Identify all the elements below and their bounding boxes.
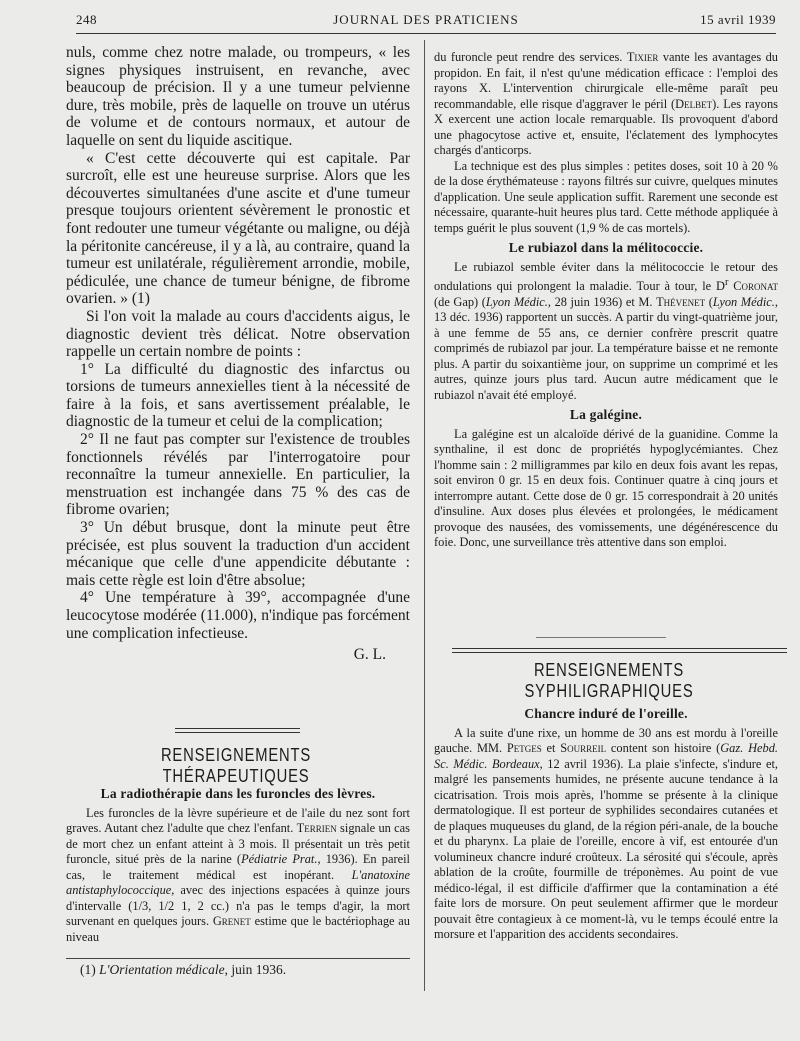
therapy-section	[66, 782, 410, 945]
list-item: 3° Un début brusque, dont la minute peut être précisée, est plus souvent la traduction d'un accident mécanique que celle d'une appendicite débutante : mais cette règle est loin d'être absolue;	[66, 519, 410, 589]
article-continuation	[66, 44, 410, 664]
text-run: du furoncle peut rendre des services.	[434, 50, 627, 64]
section-title-syphiligraphiques: RENSEIGNEMENTS SYPHILIGRAPHIQUES	[524, 660, 694, 701]
text-run: Les furoncles de la lèvre supérieure et de l'aile du nez sont fort graves. Autant chez l'adulte que chez l'enfant.	[66, 805, 410, 835]
paragraph	[66, 806, 410, 946]
right-column-therapy	[434, 50, 778, 551]
subheading: La galégine.	[569, 407, 643, 423]
citation: Lyon Médic.	[485, 294, 548, 309]
author-signature: G. L.	[353, 646, 386, 664]
paragraph	[434, 50, 778, 159]
author-name: Sourreil	[560, 741, 607, 755]
text-run: , 13 déc. 1936) rapportent un succès. A partir du vingt-quatrième jour, à une femme de 55 ans, ce dernier confrère prescrit quatre comprimés de rubiazol par jour. La température baisse et ne remonte plus. A partir du soixantième jour, on supprime un comprimé et les autres, quinze jours plus tard. Aucun autre médicament que le rubiazol n'avait été employé.	[434, 294, 778, 402]
section-title-therapeutiques: RENSEIGNEMENTS THÉRAPEUTIQUES	[160, 745, 312, 786]
text-run: , juin 1936.	[224, 962, 287, 977]
author-name: Grenet	[212, 914, 251, 928]
page-number: 248	[76, 12, 97, 27]
text-run: ). Les rayons X exercent une action locale remarquable. Ils provoquent d'abord une phagocytose active et, ensuite, l'éclatement des lymphocytes chargés d'anticorps.	[434, 96, 778, 157]
author-name: Delbet	[675, 96, 713, 111]
column-divider	[424, 40, 425, 991]
paragraph: « C'est cette découverte qui est capitale. Par surcroît, elle est une heureuse surprise. Alors que les découvertes simultanées d'une ascite et d'une tumeur presque toujours orientent sévèrement le pronostic et font redouter une tumeur végétante ou maligne, ou déjà la péritonite cancéreuse, il y a là, au contraire, quand la tumeur est unilatérale, régulièrement arrondie, mobile, pédiculée, une chance de tumeur bénigne, de fibrome ovarien. » (1)	[66, 149, 410, 308]
journal-title: JOURNAL DES PRATICIENS	[333, 12, 519, 27]
paragraph	[434, 726, 778, 943]
author-name: Terrien	[296, 821, 337, 835]
footnote-marker: (1)	[80, 962, 100, 977]
superscript: r	[724, 277, 729, 288]
citation: Lyon Médic.	[712, 294, 775, 309]
footnote-rule	[66, 958, 410, 959]
text-run: , 28 juin 1936) et M.	[547, 294, 657, 309]
paragraph: La galégine est un alcaloïde dérivé de la guanidine. Comme la synthaline, il est donc de propriétés hypoglycémiantes. Chez l'homme sain : 2 milligrammes par kilo en deux fois avant les repas, soit environ 0 gr. 15 en deux fois. Continuer quatre à cinq jours et interrompre autant. Cette dose de 0 gr. 15 correspondrait à 20 unités d'insuline. Aux doses plus élevées et prolongées, le médicament provoque des nausées, des vomissements, une dégénérescence du foie. Donc, une surveillance très attentive dans son emploi.	[434, 426, 778, 550]
text-run: Le rubiazol semble éviter dans la mélitococcie le retour des ondulations qui prolongent la maladie. Tour à tour, le D	[434, 259, 778, 294]
paragraph: Si l'on voit la malade au cours d'accidents aigus, le diagnostic devient très délicat. Notre observation rappelle un certain nombre de points :	[66, 307, 410, 361]
text-run: et	[541, 741, 561, 755]
short-rule	[536, 637, 666, 638]
text-run: content son histoire (	[606, 741, 721, 755]
list-item: 2° Il ne faut pas compter sur l'existence de troubles fonctionnels révélés par l'interrogatoire pour reconnaître la tumeur annexielle. En particulier, la menstruation est inchangée dans 75 % des cas de fibrome ovarien;	[66, 431, 410, 519]
text-run: , 1936). En pareil cas, le traitement médical est inopérant.	[66, 852, 410, 882]
author-name: Petges	[506, 741, 542, 755]
author-name: Coronat	[728, 279, 778, 294]
text-run: , 12 avril 1936). La plaie s'infecte, s'indure et, malgré les pansements humides, ne présente aucune tendance à la cicatrisation. Trois mois après, l'homme se présente à la clinique dermatologique. Il est porteur de syphilides secondaires cutanées et de plaques muqueuses du gland, de la région péri-anale, de la bouche et du pharynx. La plaie de l'oreille, encore à vif, est entourée d'un volumineux chancre induré croûteux. La sérosité qui s'écoule, après ablation de la croûte, fourmille de tréponèmes. Au point de vue médico-légal, il est difficile d'affirmer que la contamination a été faite lors de morsure. On peut seulement affirmer que le mordeur pouvait être contagieux à ce moment-là, vu le temps écoulé entre la morsure et l'apparition des accidents secondaires.	[434, 756, 778, 941]
text-run: signale un cas de mort chez un enfant atteint à 3 mois. Il présentait un très petit furoncle, situé près de la narine (	[66, 821, 410, 866]
footnote	[80, 962, 286, 978]
author-name: Tixier	[626, 50, 659, 64]
syphiligraphy-section	[434, 702, 778, 943]
section-divider	[452, 648, 787, 653]
header-rule	[76, 33, 776, 34]
italic-term: L'anatoxine antistaphylococcique	[66, 867, 410, 897]
text-run: (	[705, 294, 713, 309]
citation: Gaz. Hebd. Sc. Médic. Bordeaux	[434, 741, 779, 771]
text-run: A la suite d'une rixe, un homme de 30 ans est mordu à l'oreille gauche. MM.	[434, 725, 778, 755]
citation: L'Orientation médicale	[99, 962, 225, 977]
list-item: 4° Une température à 39°, accompagnée d'une leucocytose modérée (11.000), n'indique pas forcément une complication infectieuse.	[66, 589, 410, 642]
running-header	[76, 12, 776, 32]
paragraph: La technique est des plus simples : petites doses, soit 10 à 20 % de la dose érythémateuse : rayons filtrés sur cuivre, quelques minutes d'application. Une seule application suffit. Rarement une seconde est nécessaire, quarante-huit heures plus tard. Cette méthode appliquée à temps guérit le plus souvent (1,9 % de cas mortels).	[434, 158, 778, 235]
subheading: Chancre induré de l'oreille.	[524, 706, 688, 721]
list-item: 1° La difficulté du diagnostic des infarctus ou torsions de tumeurs annexielles tient à la nécessité de faire à la fois, et sans avertissement préalable, le diagnostic de la tumeur et celui de la complication;	[66, 360, 410, 431]
paragraph: nuls, comme chez notre malade, ou trompeurs, « les signes physiques instruisent, en revanche, avec beaucoup de précision. Il y a une tumeur pelvienne dure, très mobile, près de laquelle on trouve un utérus de volume et de contours normaux, et autour de laquelle on sent du liquide ascitique.	[66, 44, 410, 149]
text-run: estime que le bactériophage au niveau	[66, 914, 410, 944]
subheading: Le rubiazol dans la mélitococcie.	[508, 240, 704, 255]
author-name: Thévenet	[656, 294, 706, 309]
issue-date: 15 avril 1939	[700, 12, 776, 27]
paragraph	[434, 260, 778, 404]
citation: Pédiatrie Prat.	[241, 852, 318, 866]
section-divider	[175, 728, 300, 733]
subheading: La radiothérapie dans les furoncles des lèvres.	[100, 786, 376, 801]
text-run: (de Gap) (	[434, 294, 486, 309]
text-run: , avec des injections espacées à quinze jours d'intervalle (1/3, 1/2 1, 2 cc.) n'a pas le temps d'agir, la mort survenant en quelques jours.	[66, 883, 410, 928]
text-run: vante les avantages du propidon. En fait, il n'est qu'une médication efficace : l'emploi des rayons X. L'intervention chirurgicale elle-même paraît peu recommandable, elle risque d'aggraver le péril (	[434, 50, 778, 111]
